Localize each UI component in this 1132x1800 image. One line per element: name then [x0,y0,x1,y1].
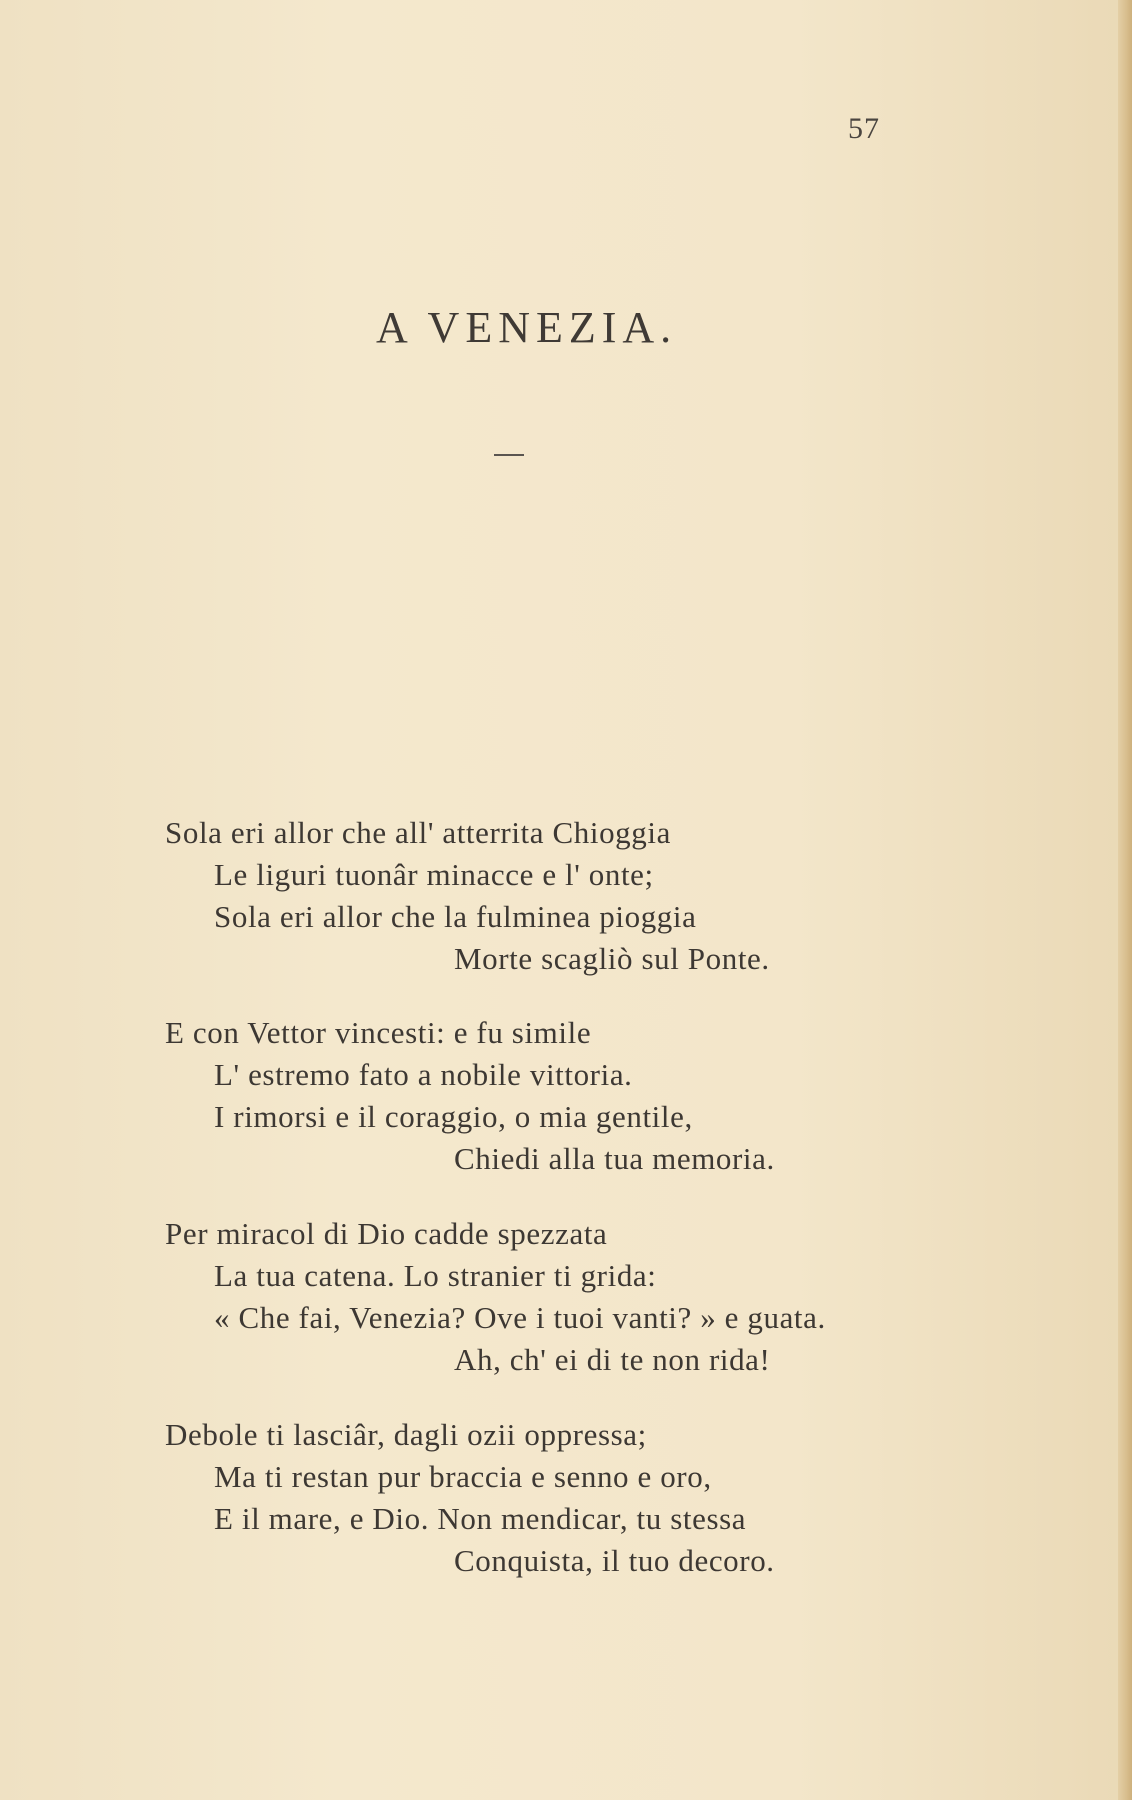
stanza-3-line-3: « Che fai, Venezia? Ove i tuoi vanti? » e guata. [214,1300,826,1335]
stanza-4-line-3: E il mare, e Dio. Non mendicar, tu stessa [214,1501,747,1536]
stanza-2-line-3: I rimorsi e il coraggio, o mia gentile, [214,1099,693,1134]
stanza-1-line-4: Morte scagliò sul Ponte. [454,941,770,976]
stanza-2-line-2: L' estremo fato a nobile vittoria. [214,1057,633,1092]
stanza-1-line-2: Le liguri tuonâr minacce e l' onte; [214,857,654,892]
stanza-1-line-3: Sola eri allor che la fulminea pioggia [214,899,697,934]
stanza-3-line-1: Per miracol di Dio cadde spezzata [165,1216,608,1251]
poem-title: A VENEZIA. [376,303,678,352]
stanza-4-line-1: Debole ti lasciâr, dagli ozii oppressa; [165,1417,647,1452]
page-edge [1118,0,1132,1800]
stanza-3-line-4: Ah, ch' ei di te non rida! [454,1342,771,1377]
stanza-4-line-2: Ma ti restan pur braccia e senno e oro, [214,1459,712,1494]
stanza-4-line-4: Conquista, il tuo decoro. [454,1543,775,1578]
title-rule [494,454,524,456]
stanza-1-line-1: Sola eri allor che all' atterrita Chioggia [165,815,671,850]
stanza-2-line-1: E con Vettor vincesti: e fu simile [165,1015,592,1050]
stanza-2-line-4: Chiedi alla tua memoria. [454,1141,775,1176]
page-number: 57 [848,112,880,145]
stanza-3-line-2: La tua catena. Lo stranier ti grida: [214,1258,657,1293]
